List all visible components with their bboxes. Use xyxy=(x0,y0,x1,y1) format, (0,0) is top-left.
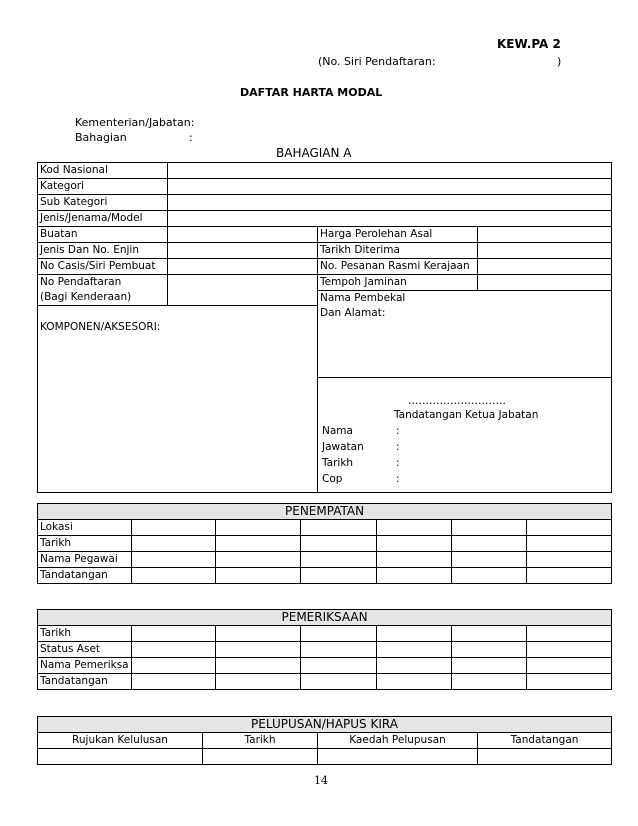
sign-field-name: Nama xyxy=(322,425,353,437)
value-cell[interactable] xyxy=(216,674,301,690)
section-colon: : xyxy=(189,131,193,144)
column-header: Tandatangan xyxy=(478,733,612,749)
table-row xyxy=(38,195,612,211)
row-label: Tandatangan xyxy=(38,568,132,584)
value-cell[interactable] xyxy=(132,674,216,690)
row-label: No. Pesanan Rasmi Kerajaan xyxy=(318,259,478,275)
signature-dots: ………………………. xyxy=(408,395,506,407)
pelupusan-table xyxy=(37,716,612,765)
value-cell[interactable] xyxy=(168,163,612,179)
column-header: Tarikh xyxy=(203,733,318,749)
value-cell[interactable] xyxy=(216,568,301,584)
row-label: Tarikh xyxy=(38,536,132,552)
row-label: Lokasi xyxy=(38,520,132,536)
value-cell[interactable] xyxy=(527,642,612,658)
row-label: Tandatangan xyxy=(38,674,132,690)
row-label: Jenis/Jenama/Model xyxy=(38,211,168,227)
table-header-row xyxy=(38,733,612,749)
sign-field-tarikh: Tarikh xyxy=(322,457,354,469)
value-cell[interactable] xyxy=(478,259,612,275)
sign-colon: : xyxy=(396,473,400,485)
table-row xyxy=(38,243,612,259)
row-label: Sub Kategori xyxy=(38,195,168,211)
value-cell[interactable] xyxy=(168,179,612,195)
value-cell[interactable] xyxy=(132,536,216,552)
value-cell[interactable] xyxy=(452,674,527,690)
table-row xyxy=(38,642,612,658)
row-label: Status Aset xyxy=(38,642,132,658)
value-cell[interactable] xyxy=(478,749,612,765)
value-cell[interactable] xyxy=(132,626,216,642)
sign-colon: : xyxy=(396,425,400,437)
pemeriksaan-table xyxy=(37,609,612,690)
value-cell[interactable] xyxy=(216,626,301,642)
reg-label-cell xyxy=(38,275,168,306)
value-cell[interactable] xyxy=(203,749,318,765)
section-label: Bahagian xyxy=(75,131,127,144)
row-label: Harga Perolehan Asal xyxy=(318,227,478,243)
value-cell[interactable] xyxy=(132,642,216,658)
pemeriksaan-heading: PEMERIKSAAN xyxy=(38,610,612,626)
table-row xyxy=(38,259,612,275)
value-cell[interactable] xyxy=(377,658,452,674)
value-cell[interactable] xyxy=(527,626,612,642)
table-row xyxy=(38,520,612,536)
value-cell[interactable] xyxy=(452,552,527,568)
signature-cell[interactable] xyxy=(318,378,612,493)
value-cell[interactable] xyxy=(301,626,377,642)
table-row xyxy=(38,536,612,552)
value-cell[interactable] xyxy=(168,243,318,259)
value-cell[interactable] xyxy=(377,552,452,568)
value-cell[interactable] xyxy=(377,568,452,584)
table-row xyxy=(38,163,612,179)
pelupusan-heading: PELUPUSAN/HAPUS KIRA xyxy=(38,717,612,733)
value-cell[interactable] xyxy=(377,536,452,552)
bahagian-a-heading: BAHAGIAN A xyxy=(276,146,352,160)
value-cell[interactable] xyxy=(527,552,612,568)
row-label: Nama Pegawai xyxy=(38,552,132,568)
reg-label-line1: No Pendaftaran xyxy=(40,276,122,288)
value-cell[interactable] xyxy=(478,227,612,243)
table-row xyxy=(38,749,612,765)
column-header: Kaedah Pelupusan xyxy=(318,733,478,749)
value-cell[interactable] xyxy=(301,674,377,690)
value-cell[interactable] xyxy=(527,520,612,536)
value-cell[interactable] xyxy=(168,259,318,275)
value-cell[interactable] xyxy=(216,536,301,552)
value-cell[interactable] xyxy=(301,536,377,552)
value-cell[interactable] xyxy=(132,568,216,584)
value-cell[interactable] xyxy=(527,674,612,690)
value-cell[interactable] xyxy=(478,275,612,291)
value-cell[interactable] xyxy=(168,211,612,227)
row-label: Jenis Dan No. Enjin xyxy=(38,243,168,259)
value-cell[interactable] xyxy=(168,195,612,211)
supplier-line1: Nama Pembekal xyxy=(320,292,406,304)
value-cell[interactable] xyxy=(452,536,527,552)
value-cell[interactable] xyxy=(301,552,377,568)
value-cell[interactable] xyxy=(216,520,301,536)
components-label: KOMPONEN/AKSESORI: xyxy=(40,321,161,333)
row-label: Tarikh xyxy=(38,626,132,642)
row-label: Kod Nasional xyxy=(38,163,168,179)
sign-field-jawatan: Jawatan xyxy=(322,441,364,453)
bahagian-a-table xyxy=(37,162,612,493)
components-cell[interactable] xyxy=(38,306,318,493)
penempatan-heading: PENEMPATAN xyxy=(38,504,612,520)
table-row xyxy=(38,179,612,195)
value-cell[interactable] xyxy=(452,642,527,658)
value-cell[interactable] xyxy=(301,642,377,658)
row-label: Tarikh Diterima xyxy=(318,243,478,259)
value-cell[interactable] xyxy=(318,749,478,765)
value-cell[interactable] xyxy=(527,568,612,584)
row-label: Tempoh Jaminan xyxy=(318,275,478,291)
signature-title: Tandatangan Ketua Jabatan xyxy=(394,409,539,421)
value-cell[interactable] xyxy=(168,275,318,306)
value-cell[interactable] xyxy=(452,568,527,584)
value-cell[interactable] xyxy=(478,243,612,259)
table-row xyxy=(38,626,612,642)
value-cell[interactable] xyxy=(301,520,377,536)
value-cell[interactable] xyxy=(452,520,527,536)
row-label: Nama Pemeriksa xyxy=(38,658,132,674)
table-row xyxy=(38,658,612,674)
supplier-cell[interactable] xyxy=(318,291,612,378)
table-row xyxy=(38,552,612,568)
table-row xyxy=(38,227,612,243)
serial-label: (No. Siri Pendaftaran: xyxy=(318,55,436,68)
column-header: Rujukan Kelulusan xyxy=(38,733,203,749)
value-cell[interactable] xyxy=(132,658,216,674)
row-label: Kategori xyxy=(38,179,168,195)
value-cell[interactable] xyxy=(216,658,301,674)
value-cell[interactable] xyxy=(377,642,452,658)
serial-close: ) xyxy=(557,55,562,68)
value-cell[interactable] xyxy=(216,642,301,658)
value-cell[interactable] xyxy=(527,536,612,552)
ministry-label: Kementerian/Jabatan: xyxy=(75,116,195,129)
value-cell[interactable] xyxy=(38,749,203,765)
form-code: KEW.PA 2 xyxy=(497,37,561,51)
value-cell[interactable] xyxy=(377,520,452,536)
sign-field-cop: Cop xyxy=(322,473,343,485)
value-cell[interactable] xyxy=(377,674,452,690)
sign-colon: : xyxy=(396,457,400,469)
value-cell[interactable] xyxy=(168,227,318,243)
penempatan-table xyxy=(37,503,612,584)
row-label: No Casis/Siri Pembuat xyxy=(38,259,168,275)
page-number: 14 xyxy=(314,774,328,787)
table-row xyxy=(38,275,612,291)
table-row xyxy=(38,674,612,690)
value-cell[interactable] xyxy=(377,626,452,642)
table-row xyxy=(38,568,612,584)
value-cell[interactable] xyxy=(452,626,527,642)
value-cell[interactable] xyxy=(301,568,377,584)
sign-colon: : xyxy=(396,441,400,453)
value-cell[interactable] xyxy=(132,520,216,536)
value-cell[interactable] xyxy=(132,552,216,568)
supplier-line2: Dan Alamat: xyxy=(320,307,386,319)
value-cell[interactable] xyxy=(216,552,301,568)
reg-label-line2: (Bagi Kenderaan) xyxy=(40,291,132,303)
row-label: Buatan xyxy=(38,227,168,243)
value-cell[interactable] xyxy=(452,658,527,674)
value-cell[interactable] xyxy=(527,658,612,674)
page-title: DAFTAR HARTA MODAL xyxy=(240,86,383,99)
value-cell[interactable] xyxy=(301,658,377,674)
table-row xyxy=(38,211,612,227)
